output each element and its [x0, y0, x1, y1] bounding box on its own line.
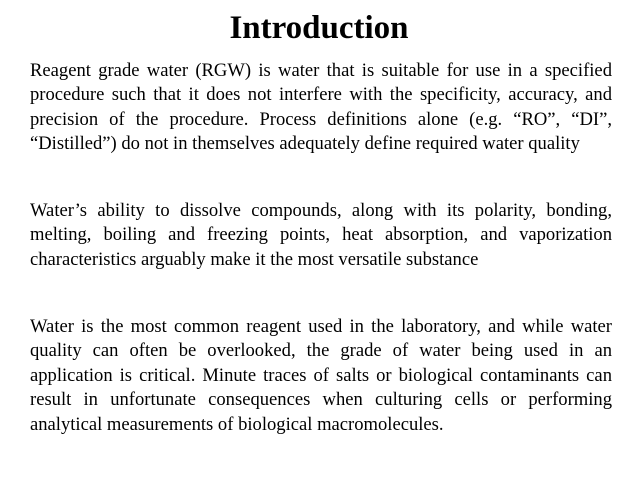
paragraph-reagent-grade-water: Reagent grade water (RGW) is water that is suitable for use in a specified procedure such that it does not interfere with the specificity, accuracy, and precision of the procedure. Process definitions alone (e.g. “RO”, “DI”, “Distilled”) do not in themselves adequately define required water quality: [30, 60, 612, 155]
slide-title: Introduction: [229, 10, 409, 46]
paragraph-water-properties: Water’s ability to dissolve compounds, along with its polarity, bonding, melting, boiling and freezing points, heat absorption, and vaporization characteristics arguably make it the most versatile substance: [30, 200, 612, 270]
paragraph-water-in-laboratory: Water is the most common reagent used in the laboratory, and while water quality can often be overlooked, the grade of water being used in an application is critical. Minute traces of salts or biological contaminants can result in unfortunate consequences when culturing cells or performing analytical measurements of biological macromolecules.: [30, 316, 612, 435]
